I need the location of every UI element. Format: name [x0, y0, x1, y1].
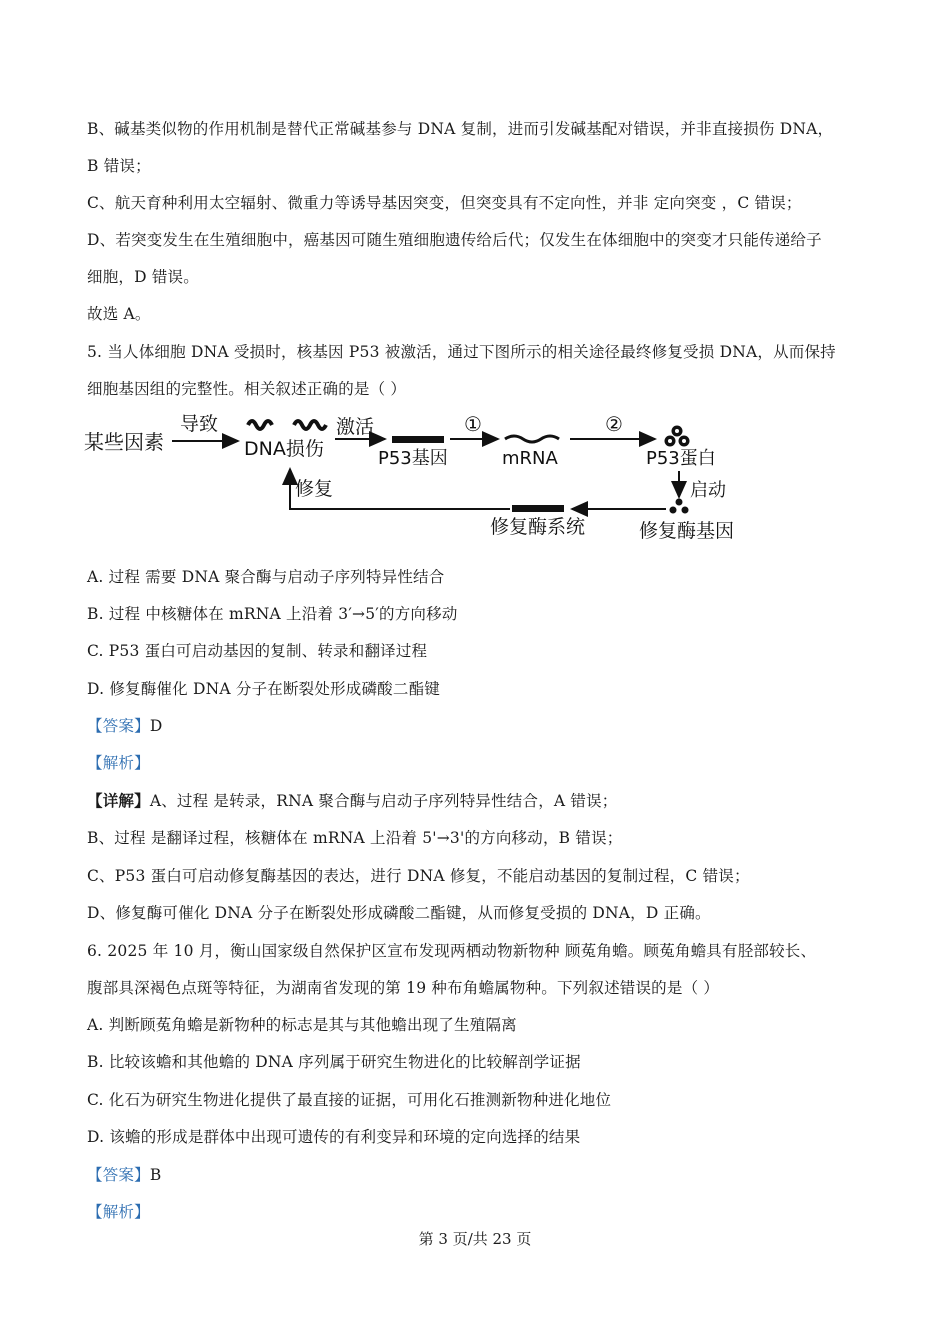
activate-label: 激活: [336, 416, 375, 438]
p53-gene-bar: [392, 436, 444, 443]
page-footer: 第 3 页/共 23 页: [418, 1230, 532, 1248]
repair-system-bar: [512, 505, 564, 512]
detail-d: D、修复酶可催化 DNA 分子在断裂处形成磷酸二酯键，从而修复受损的 DNA，D 正确。: [87, 904, 711, 922]
p53-protein-label: P53蛋白: [646, 448, 716, 469]
question-5-stem: 5. 当人体细胞 DNA 受损时，核基因 P53 被激活，通过下图所示的相关途径最终修复受损 DNA，从而保持: [87, 343, 836, 361]
repair-label: 修复: [295, 478, 334, 500]
question-6-stem: 腹部具深褐色点斑等特征，为湖南省发现的第 19 种布角蟾属物种。下列叙述错误的是（ ）: [87, 979, 720, 997]
analysis-tag: 【解析】: [87, 1203, 150, 1221]
mrna-wave: [505, 436, 559, 442]
text-line: D、若突变发生在生殖细胞中，癌基因可随生殖细胞遗传给后代；仅发生在体细胞中的突变才只能传递给子: [87, 231, 822, 249]
repair-system-label: 修复酶系统: [490, 516, 586, 538]
mrna-label: mRNA: [502, 448, 558, 469]
detail-b: B、过程 是翻译过程，核糖体在 mRNA 上沿着 5'→3'的方向移动，B 错误；: [87, 829, 623, 847]
option-a: A. 判断顾菟角蟾是新物种的标志是其与其他蟾出现了生殖隔离: [87, 1016, 517, 1034]
answer-value: B: [149, 1166, 162, 1184]
answer-line: [87, 1163, 161, 1185]
answer-tag: 【答案】: [87, 717, 150, 735]
option-a: A. 过程 需要 DNA 聚合酶与启动子序列特异性结合: [87, 568, 445, 586]
option-d: D. 该蟾的形成是群体中出现可遗传的有利变异和环境的定向选择的结果: [87, 1128, 581, 1146]
dna-wave-right: [294, 421, 326, 429]
text-line: C、航天育种利用太空辐射、微重力等诱导基因突变，但突变具有不定向性，并非 定向突变 ，C 错误；: [87, 194, 802, 212]
step2-label: ②: [605, 412, 623, 436]
option-d: D. 修复酶催化 DNA 分子在断裂处形成磷酸二酯键: [87, 680, 440, 698]
dna-wave-left: [248, 421, 272, 429]
text-line: 细胞，D 错误。: [87, 268, 199, 286]
option-c: C. P53 蛋白可启动基因的复制、转录和翻译过程: [87, 642, 428, 660]
text-line: B、碱基类似物的作用机制是替代正常碱基参与 DNA 复制，进而引发碱基配对错误，并非直接损伤 DNA，: [87, 120, 834, 138]
dna-damage-label: DNA损伤: [244, 438, 324, 460]
factors-label: 某些因素: [84, 430, 164, 454]
repair-gene-label: 修复酶基因: [639, 520, 735, 542]
p53-pathway-diagram: [80, 405, 760, 555]
question-6-stem: 6. 2025 年 10 月，衡山国家级自然保护区宣布发现两栖动物新物种 顾菟角蟾。顾菟角蟾具有胫部较长、: [87, 942, 817, 960]
answer-value: D: [149, 717, 163, 735]
detail-c: C、P53 蛋白可启动修复酶基因的表达，进行 DNA 修复，不能启动基因的复制过程，C 错误；: [87, 867, 750, 885]
detail-tag: 【详解】: [87, 791, 150, 810]
answer-line: [87, 714, 162, 736]
analysis-line: [87, 751, 150, 773]
repair-gene-icon: [670, 499, 689, 514]
step1-label: ①: [464, 412, 482, 436]
text-line: 故选 A。: [87, 305, 151, 323]
analysis-tag: 【解析】: [87, 754, 150, 772]
p53-protein-icon: [665, 426, 690, 447]
detail-a: A、过程 是转录，RNA 聚合酶与启动子序列特异性结合，A 错误；: [149, 792, 618, 810]
question-5-stem: 细胞基因组的完整性。相关叙述正确的是（ ）: [87, 380, 407, 398]
answer-tag: 【答案】: [87, 1166, 150, 1184]
start-label: 启动: [690, 480, 726, 501]
option-b: B. 过程 中核糖体在 mRNA 上沿着 3′→5′的方向移动: [87, 605, 458, 623]
analysis-line: [87, 1200, 150, 1222]
cause-label: 导致: [180, 413, 219, 435]
text-line: B 错误；: [87, 157, 151, 175]
p53-gene-label: P53基因: [378, 448, 448, 469]
detail-line: [87, 789, 618, 811]
option-b: B. 比较该蟾和其他蟾的 DNA 序列属于研究生物进化的比较解剖学证据: [87, 1053, 581, 1071]
option-c: C. 化石为研究生物进化提供了最直接的证据，可用化石推测新物种进化地位: [87, 1091, 612, 1109]
